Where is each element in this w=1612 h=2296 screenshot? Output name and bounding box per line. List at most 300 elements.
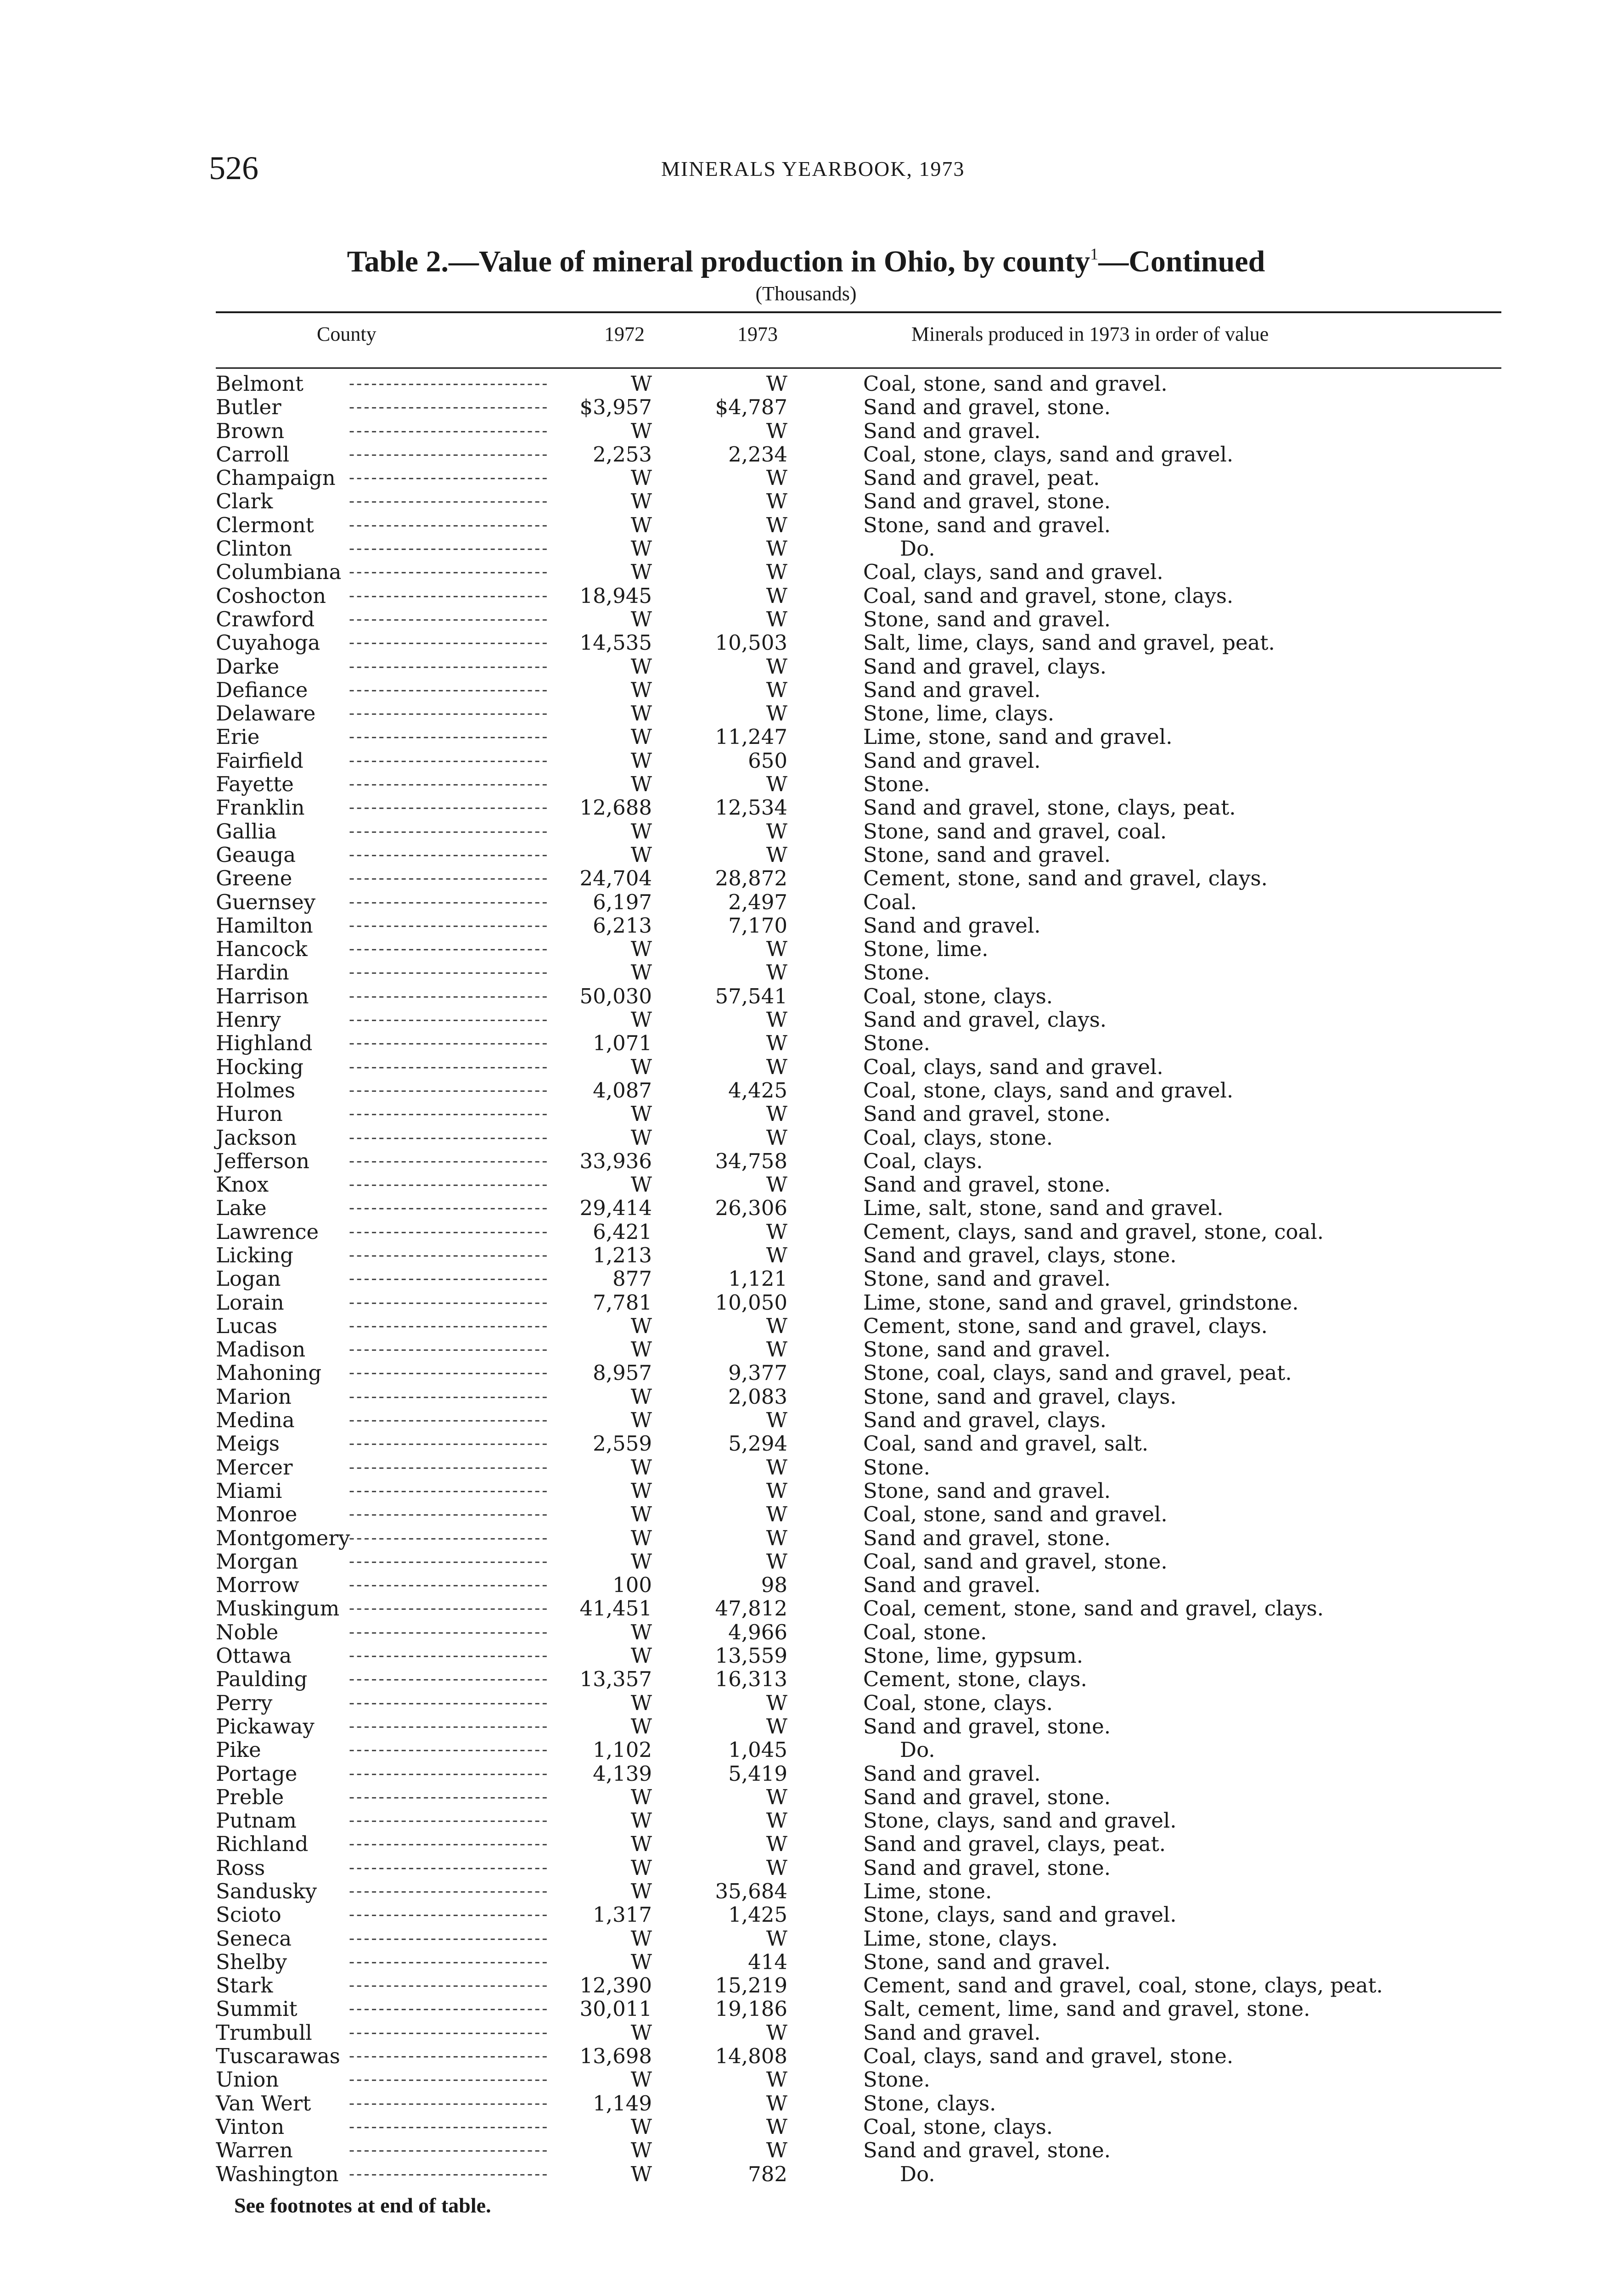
value-1973-cell: 15,219 (715, 1973, 787, 1998)
minerals-cell: Sand and gravel, stone. (863, 1784, 1111, 1809)
leader-dots: --------------------------- (349, 563, 550, 582)
table-row (0, 678, 1612, 702)
value-1972-cell: W (630, 748, 652, 773)
county-cell: Sandusky (216, 1879, 317, 1903)
minerals-cell: Coal. (863, 889, 917, 914)
leader-dots: --------------------------- (349, 1764, 550, 1783)
table-row (0, 2044, 1612, 2068)
table-row (0, 1126, 1612, 1149)
value-1972-cell: W (630, 677, 652, 702)
minerals-cell: Sand and gravel, stone, clays, peat. (863, 795, 1236, 820)
value-1972-cell: W (630, 2067, 652, 2092)
leader-dots: --------------------------- (349, 1976, 550, 1995)
value-1972-cell: W (630, 1808, 652, 1833)
county-cell: Cuyahoga (216, 630, 320, 655)
minerals-cell: Stone, coal, clays, sand and gravel, peat. (863, 1361, 1292, 1385)
county-cell: Logan (216, 1266, 281, 1291)
county-cell: Huron (216, 1102, 283, 1126)
table-row (0, 702, 1612, 725)
value-1973-cell: W (766, 677, 787, 702)
minerals-cell: Cement, stone, sand and gravel, clays. (863, 866, 1268, 891)
table-row (0, 1526, 1612, 1550)
minerals-cell: Stone, sand and gravel, clays. (863, 1384, 1177, 1409)
county-cell: Pickaway (216, 1714, 315, 1739)
minerals-cell: Coal, stone, sand and gravel. (863, 371, 1168, 396)
minerals-cell: Cement, stone, sand and gravel, clays. (863, 1313, 1268, 1338)
minerals-cell: Sand and gravel, clays. (863, 654, 1107, 679)
value-1972-cell: W (630, 842, 652, 867)
table-row (0, 1974, 1612, 1997)
value-1972-cell: 6,197 (593, 889, 652, 914)
county-cell: Delaware (216, 701, 316, 726)
leader-dots: --------------------------- (349, 680, 550, 699)
minerals-cell: Lime, stone, sand and gravel. (863, 725, 1173, 749)
county-cell: Muskingum (216, 1596, 340, 1621)
leader-dots: --------------------------- (349, 1434, 550, 1453)
county-cell: Carroll (216, 442, 290, 467)
minerals-cell: Sand and gravel. (863, 677, 1041, 702)
column-header-minerals: Minerals produced in 1973 in order of value (911, 323, 1269, 345)
table-row (0, 1267, 1612, 1290)
minerals-cell: Sand and gravel, stone. (863, 1855, 1111, 1880)
minerals-cell: Stone, sand and gravel. (863, 512, 1111, 537)
table-row (0, 1456, 1612, 1479)
value-1972-cell: W (630, 960, 652, 985)
value-1972-cell: 6,213 (593, 913, 652, 938)
value-1973-cell: W (766, 2020, 787, 2045)
county-cell: Miami (216, 1478, 282, 1503)
table-row (0, 372, 1612, 395)
value-1973-cell: W (766, 1125, 787, 1150)
leader-dots: --------------------------- (349, 1528, 550, 1548)
value-1973-cell: W (766, 1007, 787, 1032)
value-1973-cell: 4,966 (728, 1620, 787, 1644)
leader-dots: --------------------------- (349, 1010, 550, 1030)
value-1972-cell: 100 (612, 1573, 652, 1598)
county-cell: Paulding (216, 1667, 308, 1692)
minerals-cell: Stone. (863, 772, 930, 797)
county-cell: Lawrence (216, 1219, 319, 1244)
value-1973-cell: 98 (761, 1573, 787, 1598)
county-cell: Brown (216, 418, 285, 443)
leader-dots: --------------------------- (349, 963, 550, 982)
value-1972-cell: W (630, 1478, 652, 1503)
minerals-cell: Sand and gravel, stone. (863, 489, 1111, 514)
minerals-cell: Coal, clays, sand and gravel, stone. (863, 2044, 1234, 2069)
value-1973-cell: W (766, 418, 787, 443)
county-cell: Morrow (216, 1573, 299, 1598)
table-row (0, 820, 1612, 843)
minerals-cell: Coal, sand and gravel, stone. (863, 1549, 1168, 1574)
table-row (0, 2021, 1612, 2044)
table-row (0, 961, 1612, 984)
leader-dots: --------------------------- (349, 468, 550, 488)
table-row (0, 772, 1612, 796)
table-row (0, 584, 1612, 608)
county-cell: Jefferson (216, 1148, 309, 1173)
county-cell: Summit (216, 1997, 298, 2021)
leader-dots: --------------------------- (349, 633, 550, 653)
county-cell: Medina (216, 1408, 295, 1433)
county-cell: Henry (216, 1007, 281, 1032)
value-1973-cell: W (766, 512, 787, 537)
minerals-cell: Sand and gravel. (863, 2020, 1041, 2045)
county-cell: Belmont (216, 371, 303, 396)
county-cell: Highland (216, 1031, 313, 1056)
value-1972-cell: W (630, 489, 652, 514)
value-1973-cell: W (766, 1549, 787, 1574)
value-1972-cell: 12,390 (579, 1973, 652, 1998)
leader-dots: --------------------------- (349, 1599, 550, 1618)
value-1973-cell: 2,234 (728, 442, 787, 467)
table-row (0, 867, 1612, 890)
county-cell: Geauga (216, 842, 296, 867)
county-cell: Champaign (216, 466, 336, 490)
table-row (0, 1149, 1612, 1173)
value-1972-cell: 8,957 (593, 1361, 652, 1385)
table-subtitle: (Thousands) (755, 282, 857, 305)
county-cell: Madison (216, 1337, 306, 1362)
value-1972-cell: 14,535 (579, 630, 652, 655)
minerals-cell: Sand and gravel. (863, 1761, 1041, 1786)
minerals-cell: Salt, lime, clays, sand and gravel, peat. (863, 630, 1275, 655)
value-1972-cell: 29,414 (579, 1196, 652, 1221)
table-footnote: See footnotes at end of table. (234, 2194, 491, 2217)
page-number: 526 (209, 150, 258, 186)
table-row (0, 1385, 1612, 1408)
leader-dots: --------------------------- (349, 892, 550, 912)
table-row (0, 749, 1612, 772)
table-row (0, 2092, 1612, 2115)
minerals-cell: Coal, clays, stone. (863, 1125, 1053, 1150)
table-row (0, 1503, 1612, 1526)
value-1972-cell: W (630, 1502, 652, 1527)
county-cell: Clermont (216, 512, 314, 537)
value-1973-cell: W (766, 583, 787, 608)
value-1972-cell: 1,071 (593, 1031, 652, 1056)
value-1973-cell: W (766, 1525, 787, 1550)
value-1973-cell: W (766, 536, 787, 561)
minerals-cell: Sand and gravel, clays, stone. (863, 1243, 1177, 1267)
minerals-cell: Stone, sand and gravel. (863, 1266, 1111, 1291)
county-cell: Pike (216, 1738, 261, 1762)
minerals-cell: Sand and gravel, clays, peat. (863, 1832, 1166, 1857)
table-row (0, 1055, 1612, 1079)
leader-dots: --------------------------- (349, 609, 550, 629)
leader-dots: --------------------------- (349, 727, 550, 747)
leader-dots: --------------------------- (349, 916, 550, 935)
value-1973-cell: W (766, 2067, 787, 2092)
table-row (0, 725, 1612, 748)
county-cell: Warren (216, 2138, 293, 2163)
value-1973-cell: 10,503 (715, 630, 787, 655)
value-1972-cell: W (630, 1690, 652, 1715)
value-1972-cell: 12,688 (579, 795, 652, 820)
county-cell: Darke (216, 654, 280, 679)
minerals-cell: Coal, sand and gravel, stone, clays. (863, 583, 1234, 608)
table-row (0, 1244, 1612, 1267)
county-cell: Licking (216, 1243, 293, 1267)
table-row (0, 843, 1612, 867)
value-1972-cell: 1,149 (593, 2091, 652, 2116)
county-cell: Van Wert (216, 2091, 311, 2116)
county-cell: Holmes (216, 1078, 296, 1103)
minerals-cell: Stone. (863, 960, 930, 985)
county-cell: Jackson (216, 1125, 297, 1150)
table-title-text: Table 2.—Value of mineral production in Ohio, by county (347, 245, 1090, 278)
leader-dots: --------------------------- (349, 2070, 550, 2089)
minerals-cell: Coal, stone, clays. (863, 2114, 1053, 2139)
column-header-1972: 1972 (604, 323, 645, 345)
minerals-cell: Sand and gravel, stone. (863, 2138, 1111, 2163)
leader-dots: --------------------------- (349, 1740, 550, 1760)
county-cell: Hocking (216, 1054, 303, 1079)
value-1972-cell: W (630, 1784, 652, 1809)
leader-dots: --------------------------- (349, 1387, 550, 1406)
minerals-cell: Stone, sand and gravel. (863, 1478, 1111, 1503)
table-row (0, 443, 1612, 466)
table-row (0, 1715, 1612, 1738)
value-1973-cell: 10,050 (715, 1290, 787, 1315)
leader-dots: --------------------------- (349, 1622, 550, 1642)
minerals-cell: Lime, salt, stone, sand and gravel. (863, 1196, 1224, 1221)
minerals-cell: Stone, sand and gravel. (863, 842, 1111, 867)
county-cell: Perry (216, 1690, 273, 1715)
leader-dots: --------------------------- (349, 704, 550, 723)
table-row (0, 419, 1612, 443)
value-1972-cell: W (630, 1926, 652, 1951)
table-title-footnote-mark: 1 (1090, 245, 1099, 263)
value-1973-cell: 1,425 (728, 1902, 787, 1927)
county-cell: Ottawa (216, 1643, 292, 1668)
table-row (0, 1927, 1612, 1950)
table-row (0, 1621, 1612, 1644)
leader-dots: --------------------------- (349, 1576, 550, 1595)
table-row (0, 1079, 1612, 1102)
leader-dots: --------------------------- (349, 1080, 550, 1100)
minerals-cell: Sand and gravel. (863, 913, 1041, 938)
table-row (0, 1667, 1612, 1691)
value-1973-cell: W (766, 607, 787, 631)
leader-dots: --------------------------- (349, 421, 550, 440)
value-1973-cell: W (766, 819, 787, 844)
minerals-cell: Coal, clays, sand and gravel. (863, 1054, 1163, 1079)
value-1973-cell: 13,559 (715, 1643, 787, 1668)
leader-dots: --------------------------- (349, 1787, 550, 1806)
table-row (0, 796, 1612, 819)
value-1972-cell: 1,213 (593, 1243, 652, 1267)
leader-dots: --------------------------- (349, 492, 550, 511)
table-row (0, 655, 1612, 678)
value-1972-cell: W (630, 1525, 652, 1550)
table-row (0, 1832, 1612, 1856)
leader-dots: --------------------------- (349, 2047, 550, 2066)
county-cell: Coshocton (216, 583, 326, 608)
value-1972-cell: W (630, 1408, 652, 1433)
minerals-cell: Stone, clays. (863, 2091, 996, 2116)
value-1973-cell: 11,247 (715, 725, 787, 749)
county-cell: Gallia (216, 819, 277, 844)
value-1972-cell: W (630, 1337, 652, 1362)
table-row (0, 1314, 1612, 1338)
value-1972-cell: W (630, 1949, 652, 1974)
value-1972-cell: 1,317 (593, 1902, 652, 1927)
leader-dots: --------------------------- (349, 1034, 550, 1053)
table-row (0, 937, 1612, 961)
value-1973-cell: W (766, 2138, 787, 2163)
value-1972-cell: W (630, 1879, 652, 1903)
value-1973-cell: W (766, 1102, 787, 1126)
table-row (0, 1950, 1612, 1974)
table-row (0, 1008, 1612, 1031)
value-1972-cell: $3,957 (579, 395, 652, 420)
minerals-cell: Sand and gravel, clays. (863, 1408, 1107, 1433)
leader-dots: --------------------------- (349, 2023, 550, 2042)
table-row (0, 985, 1612, 1008)
value-1973-cell: W (766, 1408, 787, 1433)
leader-dots: --------------------------- (349, 1199, 550, 1218)
county-cell: Clinton (216, 536, 292, 561)
value-1972-cell: W (630, 1832, 652, 1857)
county-cell: Columbiana (216, 560, 342, 585)
value-1972-cell: 13,357 (579, 1667, 652, 1692)
minerals-cell: Cement, clays, sand and gravel, stone, coal. (863, 1219, 1324, 1244)
leader-dots: --------------------------- (349, 1175, 550, 1194)
minerals-cell: Sand and gravel, stone. (863, 1172, 1111, 1197)
value-1972-cell: W (630, 560, 652, 585)
leader-dots: --------------------------- (349, 869, 550, 888)
table-row (0, 513, 1612, 537)
value-1973-cell: 1,121 (728, 1266, 787, 1291)
leader-dots: --------------------------- (349, 1882, 550, 1901)
minerals-cell: Cement, stone, clays. (863, 1667, 1087, 1692)
table-body (0, 372, 1612, 2186)
county-cell: Union (216, 2067, 279, 2092)
minerals-cell: Stone, sand and gravel. (863, 1337, 1111, 1362)
value-1972-cell: 4,139 (593, 1761, 652, 1786)
value-1972-cell: 33,936 (579, 1148, 652, 1173)
table-row (0, 2068, 1612, 2091)
value-1973-cell: 7,170 (728, 913, 787, 938)
value-1972-cell: 7,781 (593, 1290, 652, 1315)
table-row (0, 537, 1612, 560)
value-1973-cell: W (766, 1243, 787, 1267)
value-1973-cell: W (766, 560, 787, 585)
county-cell: Stark (216, 1973, 273, 1998)
minerals-cell: Do. (900, 2161, 935, 2186)
minerals-cell: Coal, stone, clays, sand and gravel. (863, 1078, 1234, 1103)
county-cell: Hardin (216, 960, 289, 985)
county-cell: Meigs (216, 1431, 280, 1456)
value-1973-cell: W (766, 842, 787, 867)
minerals-cell: Sand and gravel. (863, 418, 1041, 443)
county-cell: Hancock (216, 937, 308, 962)
county-cell: Morgan (216, 1549, 298, 1574)
value-1972-cell: W (630, 2161, 652, 2186)
leader-dots: --------------------------- (349, 2164, 550, 2183)
leader-dots: --------------------------- (349, 986, 550, 1006)
value-1973-cell: W (766, 960, 787, 985)
value-1973-cell: W (766, 1714, 787, 1739)
table-row (0, 1550, 1612, 1573)
minerals-cell: Coal, stone. (863, 1620, 987, 1644)
value-1973-cell: W (766, 1926, 787, 1951)
value-1972-cell: 30,011 (579, 1997, 652, 2021)
value-1973-cell: 16,313 (715, 1667, 787, 1692)
table-row (0, 1856, 1612, 1880)
value-1973-cell: 9,377 (728, 1361, 787, 1385)
county-cell: Ross (216, 1855, 265, 1880)
leader-dots: --------------------------- (349, 822, 550, 841)
value-1972-cell: W (630, 1549, 652, 1574)
leader-dots: --------------------------- (349, 1057, 550, 1076)
column-header-1973: 1973 (737, 323, 778, 345)
county-cell: Montgomery (216, 1525, 350, 1550)
table-row (0, 2115, 1612, 2138)
table-row (0, 2162, 1612, 2186)
leader-dots: --------------------------- (349, 515, 550, 535)
value-1973-cell: W (766, 701, 787, 726)
leader-dots: --------------------------- (349, 445, 550, 464)
table-title (0, 246, 1612, 277)
minerals-cell: Coal, stone, clays, sand and gravel. (863, 442, 1234, 467)
minerals-cell: Coal, clays. (863, 1148, 983, 1173)
leader-dots: --------------------------- (349, 1552, 550, 1571)
value-1972-cell: W (630, 1384, 652, 1409)
value-1972-cell: W (630, 1313, 652, 1338)
leader-dots: --------------------------- (349, 1952, 550, 1971)
leader-dots: --------------------------- (349, 1999, 550, 2019)
minerals-cell: Stone, lime, clays. (863, 701, 1055, 726)
leader-dots: --------------------------- (349, 2093, 550, 2113)
county-cell: Franklin (216, 795, 305, 820)
county-cell: Putnam (216, 1808, 297, 1833)
leader-dots: --------------------------- (349, 1104, 550, 1124)
leader-dots: --------------------------- (349, 775, 550, 794)
county-cell: Marion (216, 1384, 292, 1409)
value-1972-cell: W (630, 1855, 652, 1880)
leader-dots: --------------------------- (349, 845, 550, 864)
minerals-cell: Stone. (863, 1455, 930, 1480)
table-header-rule (216, 367, 1501, 369)
leader-dots: --------------------------- (349, 374, 550, 393)
leader-dots: --------------------------- (349, 2141, 550, 2160)
column-header-county: County (317, 323, 376, 345)
value-1973-cell: $4,787 (715, 395, 787, 420)
table-row (0, 560, 1612, 584)
table-row (0, 1173, 1612, 1196)
value-1973-cell: 19,186 (715, 1997, 787, 2021)
leader-dots: --------------------------- (349, 1363, 550, 1383)
value-1973-cell: 12,534 (715, 795, 787, 820)
value-1972-cell: W (630, 1172, 652, 1197)
minerals-cell: Coal, stone, sand and gravel. (863, 1502, 1168, 1527)
value-1973-cell: 57,541 (715, 984, 787, 1008)
value-1973-cell: W (766, 1031, 787, 1056)
county-cell: Butler (216, 395, 281, 420)
county-cell: Trumbull (216, 2020, 312, 2045)
leader-dots: --------------------------- (349, 1646, 550, 1666)
table-row (0, 1597, 1612, 1620)
minerals-cell: Stone, sand and gravel. (863, 1949, 1111, 1974)
county-cell: Mercer (216, 1455, 293, 1480)
county-cell: Fairfield (216, 748, 303, 773)
county-cell: Tuscarawas (216, 2044, 340, 2069)
county-cell: Harrison (216, 984, 309, 1008)
value-1972-cell: 24,704 (579, 866, 652, 891)
minerals-cell: Stone. (863, 2067, 930, 2092)
value-1973-cell: 5,419 (728, 1761, 787, 1786)
